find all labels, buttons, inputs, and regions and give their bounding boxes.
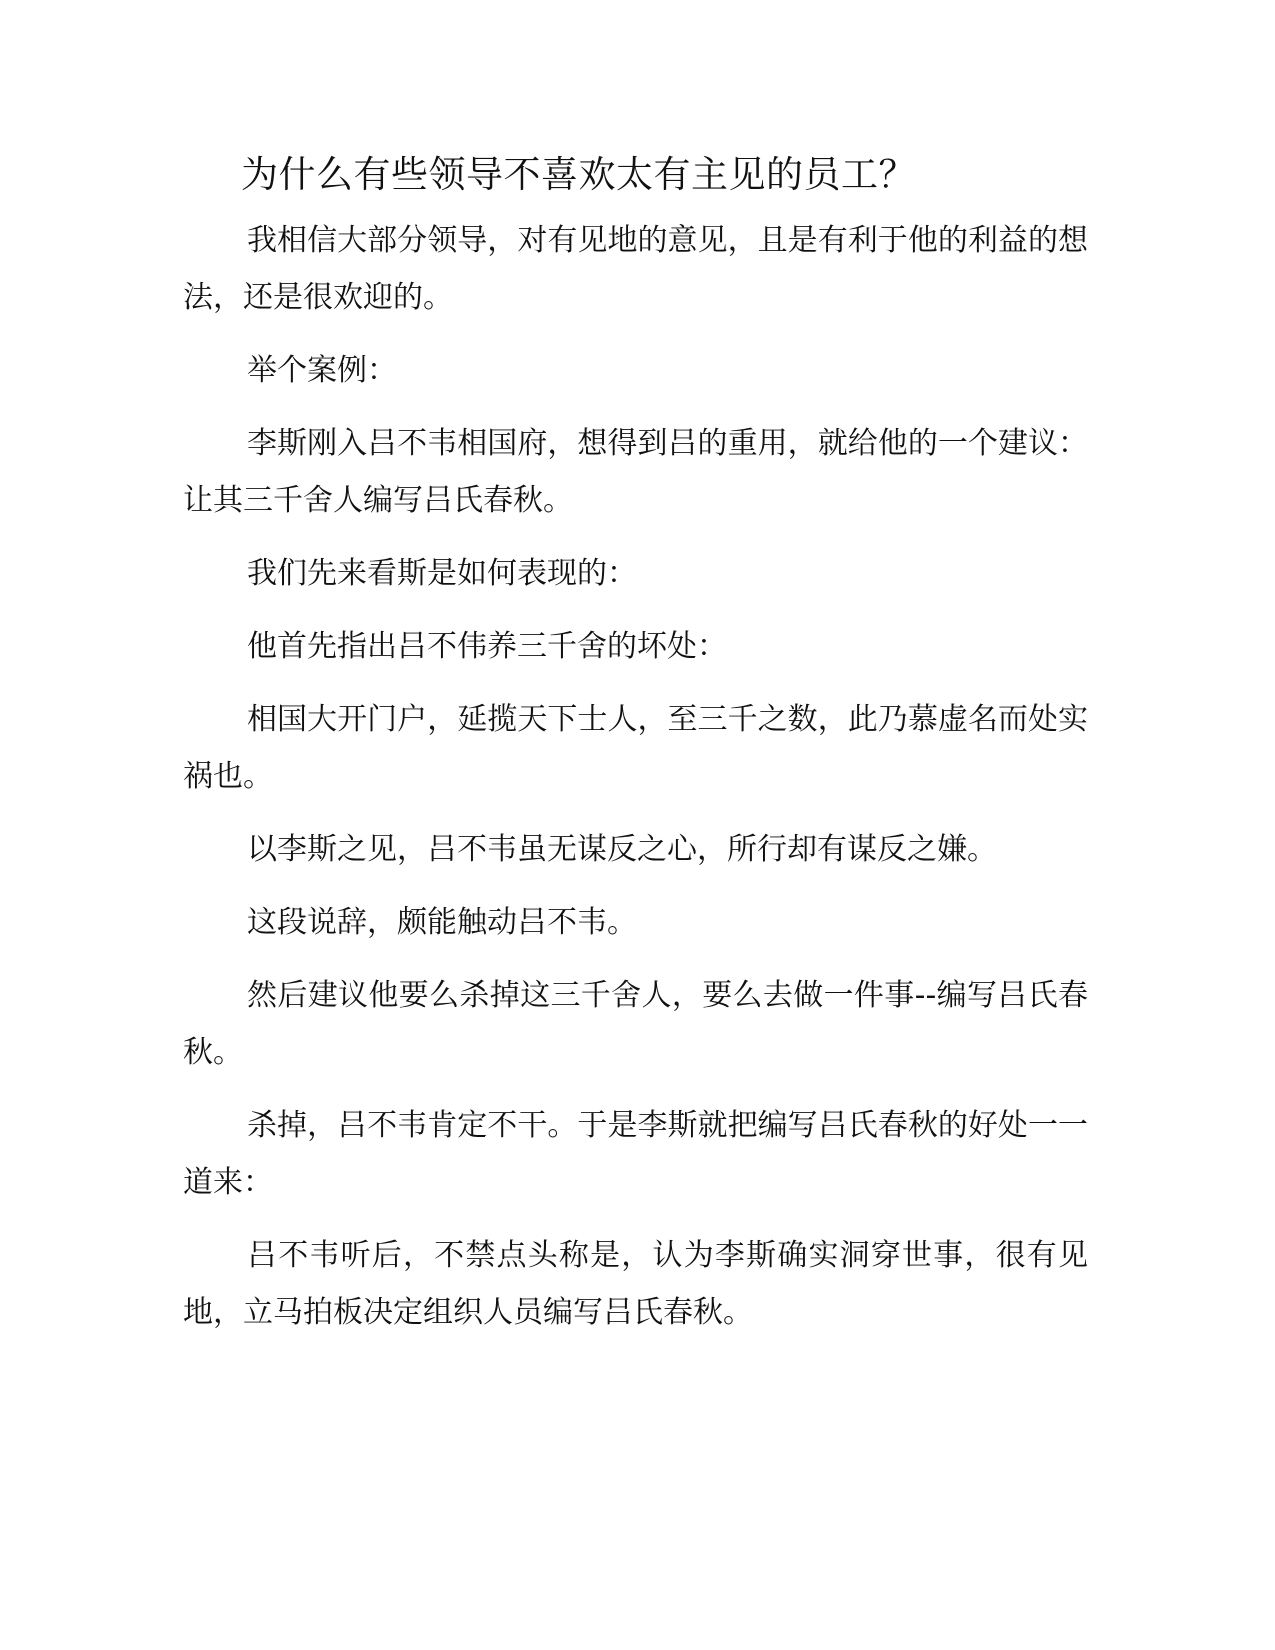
paragraph: 举个案例： xyxy=(247,353,397,388)
paragraph: 他首先指出吕不伟养三千舍的坏处： xyxy=(247,629,727,664)
paragraph: 我相信大部分领导，对有见地的意见，且是有利于他的利益的想法，还是很欢迎的。 xyxy=(183,223,1088,315)
document-title: 为什么有些领导不喜欢太有主见的员工？ xyxy=(241,153,916,196)
paragraph: 相国大开门户，延揽天下士人，至三千之数，此乃慕虚名而处实祸也。 xyxy=(183,702,1088,794)
paragraph: 这段说辞，颇能触动吕不韦。 xyxy=(247,905,637,940)
paragraph: 然后建议他要么杀掉这三千舍人，要么去做一件事--编写吕氏春秋。 xyxy=(183,978,1088,1070)
paragraph: 我们先来看斯是如何表现的： xyxy=(247,556,637,591)
paragraph: 李斯刚入吕不韦相国府，想得到吕的重用，就给他的一个建议：让其三千舍人编写吕氏春秋。 xyxy=(183,426,1088,518)
paragraph: 以李斯之见，吕不韦虽无谋反之心，所行却有谋反之嫌。 xyxy=(247,832,997,867)
paragraph: 杀掉，吕不韦肯定不干。于是李斯就把编写吕氏春秋的好处一一道来： xyxy=(183,1108,1088,1200)
paragraph: 吕不韦听后，不禁点头称是，认为李斯确实洞穿世事，很有见地，立马拍板决定组织人员编写吕氏春秋。 xyxy=(183,1238,1088,1330)
document-body xyxy=(183,150,1088,1357)
paragraph-list xyxy=(183,212,1088,1341)
